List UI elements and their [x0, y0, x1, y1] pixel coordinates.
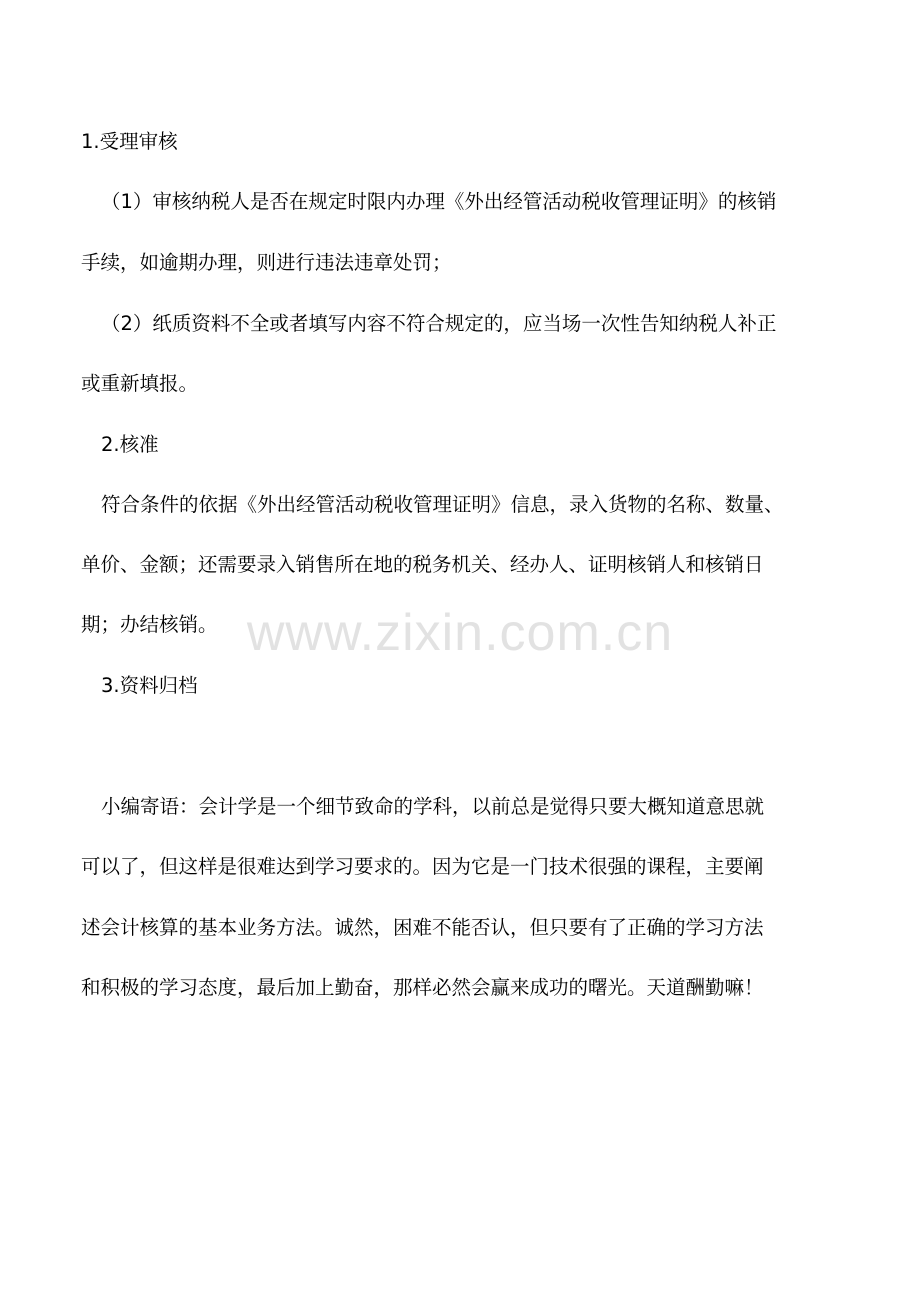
- watermark: www.zixin.com.cn: [246, 604, 674, 662]
- section-2-line-1: 符合条件的依据《外出经管活动税收管理证明》信息，录入货物的名称、数量、: [101, 493, 784, 516]
- section-2-heading: 2.核准: [101, 433, 159, 456]
- closing-line-2: 可以了，但这样是很难达到学习要求的。因为它是一门技术很强的课程，主要阐: [81, 855, 764, 878]
- section-2-line-2: 单价、金额；还需要录入销售所在地的税务机关、经办人、证明核销人和核销日: [81, 553, 764, 576]
- closing-line-1: 小编寄语：会计学是一个细节致命的学科，以前总是觉得只要大概知道意思就: [101, 795, 765, 818]
- section-1-heading: 1.受理审核: [81, 130, 178, 153]
- section-1-line-3: （2）纸质资料不全或者填写内容不符合规定的，应当场一次性告知纳税人补正: [101, 312, 777, 335]
- section-3-heading: 3.资料归档: [101, 674, 198, 697]
- closing-line-3: 述会计核算的基本业务方法。诚然，困难不能否认，但只要有了正确的学习方法: [81, 916, 764, 939]
- section-1-line-2: 手续，如逾期办理，则进行违法违章处罚；: [81, 251, 452, 274]
- section-2-line-3: 期；办结核销。: [81, 613, 218, 636]
- closing-line-4: 和积极的学习态度，最后加上勤奋，那样必然会赢来成功的曙光。天道酬勤嘛！: [81, 976, 764, 999]
- section-1-line-1: （1）审核纳税人是否在规定时限内办理《外出经管活动税收管理证明》的核销: [101, 190, 777, 213]
- section-1-line-4: 或重新填报。: [81, 372, 199, 395]
